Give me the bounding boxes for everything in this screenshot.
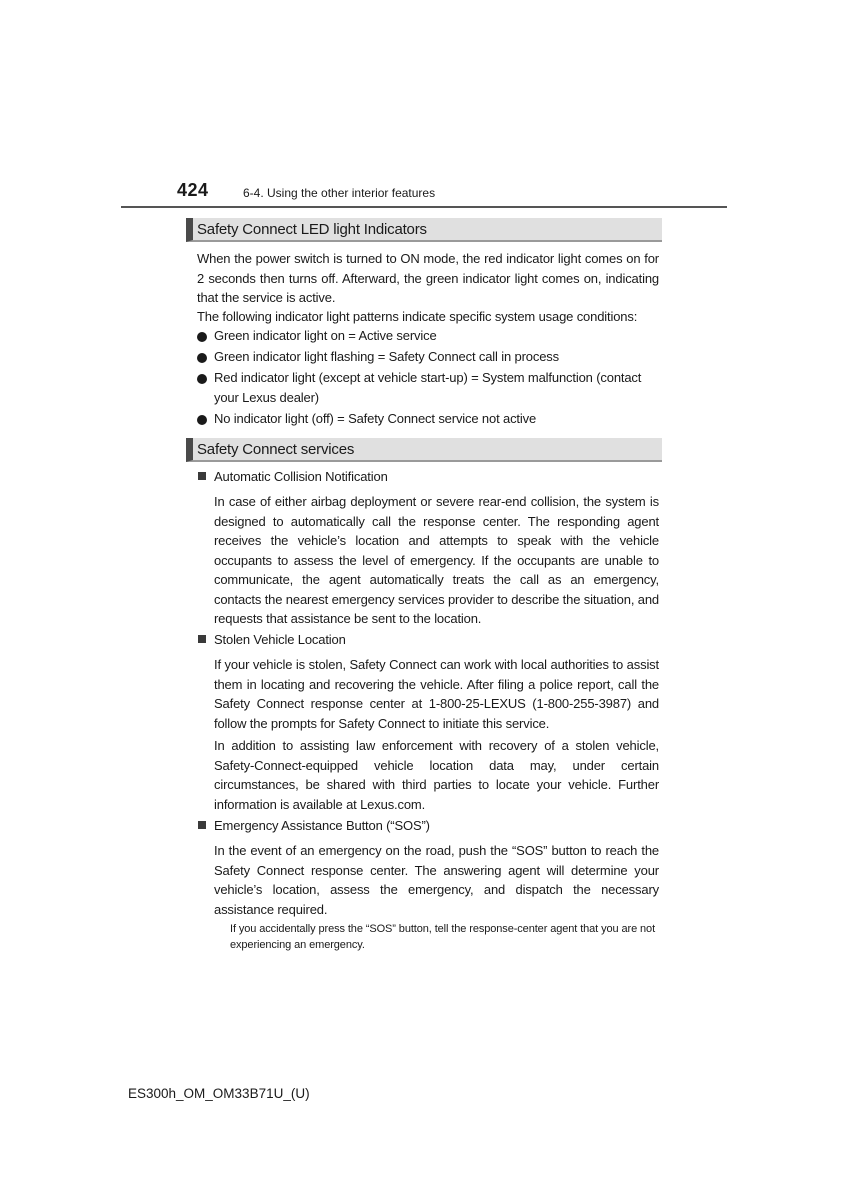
section-title: Safety Connect services xyxy=(197,441,355,458)
led-lead-paragraph: The following indicator light patterns indicate specific system usage conditions: xyxy=(197,309,638,324)
bullet-icon xyxy=(197,415,207,425)
stolen-vehicle-paragraph-2: In addition to assisting law enforcement with recovery of a stolen vehicle, Safety-Connect-equipped vehicle location data may, under certain circumstances, be shared with third parties to locate your vehicle. Further information is available at Lexus.com. xyxy=(214,738,659,812)
section-heading-led-indicators xyxy=(186,218,662,242)
sos-note: If you accidentally press the “SOS” button, tell the response-center agent that you are not experiencing an emergency. xyxy=(230,923,656,951)
subheading-stolen-vehicle: Stolen Vehicle Location xyxy=(198,632,346,647)
collision-paragraph: In case of either airbag deployment or severe rear-end collision, the system is designed to automatically call the response center. The responding agent receives the vehicle’s location and attempts to speak with the vehicle occupants to assess the level of emergency. If the occupants are unable to communicate, the agent automatically treats the call as an emergency, contacts the nearest emergency services provider to describe the situation, and requests that assistance be sent to the location. xyxy=(214,494,659,626)
list-item: Green indicator light flashing = Safety Connect call in process xyxy=(197,347,659,367)
bullet-icon xyxy=(197,374,207,384)
stolen-vehicle-paragraph-1: If your vehicle is stolen, Safety Connect can work with local authorities to assist them in locating and recovering the vehicle. After filing a police report, call the Safety Connect response center at 1-800-25-LEXUS (1-800-255-3987) and follow the prompts for Safety Connect to initiate this service. xyxy=(214,657,659,731)
section-path: 6-4. Using the other interior features xyxy=(243,186,436,200)
sos-paragraph: In the event of an emergency on the road, push the “SOS” button to reach the Safety Connect response center. The answering agent will determine your vehicle’s location, assess the emergency, and dispatch the necessary assistance required. xyxy=(214,843,659,917)
subheading-sos-button: Emergency Assistance Button (“SOS”) xyxy=(198,818,430,833)
list-item: No indicator light (off) = Safety Connect service not active xyxy=(197,409,659,429)
page-number: 424 xyxy=(177,180,209,200)
section-title: Safety Connect LED light Indicators xyxy=(197,221,427,238)
bullet-icon xyxy=(197,332,207,342)
document-code: ES300h_OM_OM33B71U_(U) xyxy=(128,1086,310,1101)
square-bullet-icon xyxy=(198,635,206,643)
header-divider xyxy=(121,206,727,208)
list-item: Green indicator light on = Active service xyxy=(197,326,659,346)
subheading-collision-notification: Automatic Collision Notification xyxy=(198,469,388,484)
indicator-list xyxy=(197,326,659,430)
square-bullet-icon xyxy=(198,472,206,480)
section-heading-services xyxy=(186,438,662,462)
bullet-icon xyxy=(197,353,207,363)
led-intro-paragraph: When the power switch is turned to ON mode, the red indicator light comes on for 2 seconds then turns off. Afterward, the green indicator light comes on, indicating that the service is active. xyxy=(197,251,659,305)
page-header xyxy=(0,178,848,210)
list-item: Red indicator light (except at vehicle start-up) = System malfunction (contact your Lexus dealer) xyxy=(197,368,659,407)
square-bullet-icon xyxy=(198,821,206,829)
